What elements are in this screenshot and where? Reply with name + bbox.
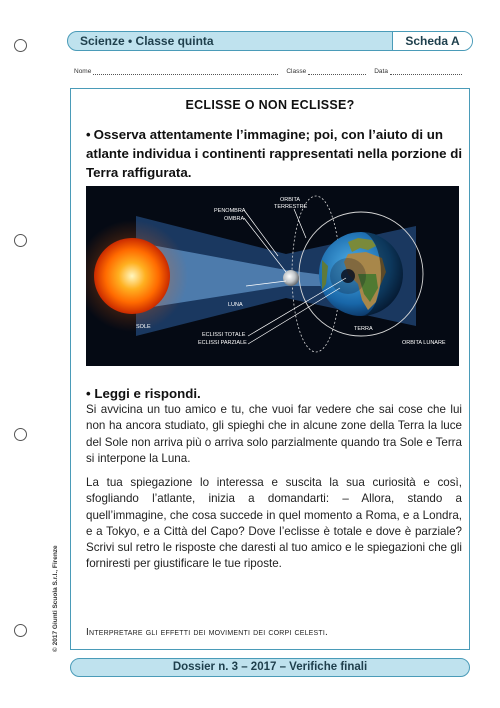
instruction-1-bullet: • — [86, 127, 91, 142]
instruction-1-text: Osserva attentamente l’immagine; poi, con l’aiuto di un atlante individua i continenti rappresentati nella porzione di Terra raffigurata. — [86, 127, 463, 180]
worksheet-title: ECLISSE O NON ECLISSE? — [185, 98, 355, 112]
class-line[interactable] — [308, 69, 366, 75]
date-line[interactable] — [390, 69, 462, 75]
label-eclissi-parziale: ECLISSI PARZIALE — [198, 340, 247, 346]
instruction-2-text: Leggi e rispondi. — [94, 386, 201, 401]
label-luna: LUNA — [228, 302, 243, 308]
label-orbita: ORBITA — [280, 197, 301, 203]
binder-hole-top — [14, 39, 27, 52]
label-terra: TERRA — [354, 326, 373, 332]
learning-objective: Interpretare gli effetti dei movimenti dei corpi celesti. — [86, 627, 329, 638]
label-orbita-lunare: ORBITA LUNARE — [402, 340, 446, 346]
header-title: Scienze • Classe quinta — [80, 34, 214, 48]
header-bar — [67, 31, 473, 51]
moon — [283, 270, 299, 286]
label-terrestre: TERRESTRE — [274, 204, 308, 210]
paragraph-1: Si avvicina un tuo amico e tu, che vuoi far vedere che sai cose che lui non ha ancora studiato, gli spieghi che in alcune zone della Terra la luce del Sole non arriva più o arriva solo parzialmente quando tra Sole e Terra si interpone la Luna. — [86, 403, 462, 465]
paragraph-2: La tua spiegazione lo interessa e suscita la sua curiosità e così, sfogliando l’atlante, inizia a domandarti: – Allora, stando a quell’immagine, che cosa succede in quel momento a Roma, e a Londra, e a Tokyo, e a Città del Capo? Dove l’eclisse è totale e dove è parziale? Scrivi sul retro le risposte che daresti al tuo amico e le spiegazioni che gli forniresti per giustificare le tue riposte. — [86, 476, 462, 571]
label-ombra: OMBRA — [224, 216, 245, 222]
header-badge: Scheda A — [392, 32, 472, 50]
name-class-date-row — [74, 68, 469, 75]
instruction-2 — [86, 386, 201, 401]
label-eclissi-totale: ECLISSI TOTALE — [202, 332, 246, 338]
label-penombra: PENOMBRA — [214, 208, 246, 214]
binder-hole-middle-2 — [14, 428, 27, 441]
sun — [94, 238, 170, 314]
footer-bar: Dossier n. 3 – 2017 – Verifiche finali — [70, 658, 470, 677]
copyright-notice: © 2017 Giunti Scuola S.r.l., Firenze — [52, 545, 59, 652]
binder-hole-bottom — [14, 624, 27, 637]
name-label: Nome — [74, 68, 92, 75]
instruction-2-bullet: • — [86, 386, 91, 401]
name-line[interactable] — [93, 69, 278, 75]
label-sole: SOLE — [136, 324, 151, 330]
eclipse-diagram — [86, 186, 459, 366]
instruction-1 — [86, 125, 464, 182]
binder-hole-middle-1 — [14, 234, 27, 247]
date-label: Data — [374, 68, 388, 75]
class-label: Classe — [286, 68, 307, 75]
penumbra-spot — [330, 258, 366, 294]
